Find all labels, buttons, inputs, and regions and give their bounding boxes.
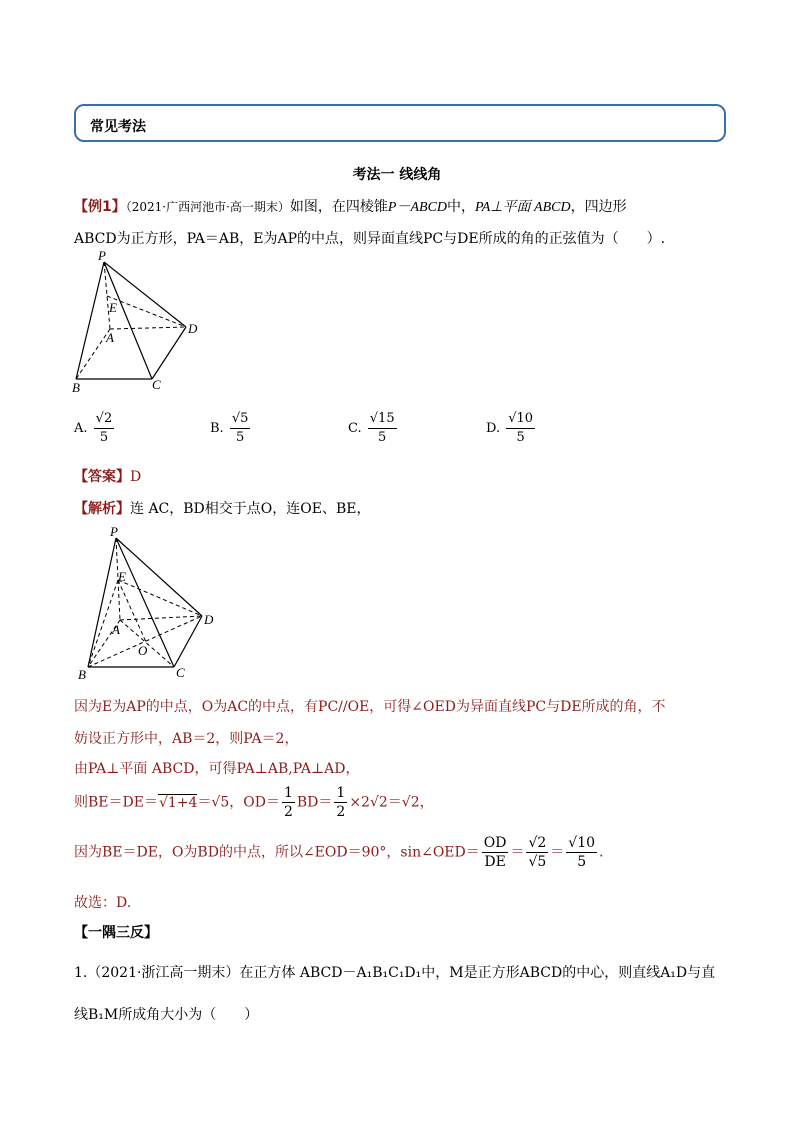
solution-line-2: 妨设正方形中，AB＝2，则PA＝2， xyxy=(74,731,299,747)
label-P: P xyxy=(110,524,118,539)
label-B: B xyxy=(78,667,86,682)
option-b: B. $\frac{√5}{5}$ xyxy=(210,411,249,445)
option-a: A. $\frac{√2}{5}$ xyxy=(74,411,113,445)
label-D: D xyxy=(204,612,214,627)
example-tag: 【例1】 xyxy=(74,199,126,215)
example-text-b: 中， xyxy=(447,199,476,215)
option-c: C. $\frac{√15}{5}$ xyxy=(348,411,395,445)
edge-PD xyxy=(116,538,202,616)
solution-line-5: 因为BE＝DE，O为BD的中点，所以∠EOD＝90°，sin∠OED＝ $\frac{OD}{DE}$ ＝ $\frac{√2}{√5}$ ＝ $\frac{√10}{5}$ . xyxy=(74,835,604,870)
edge-AD xyxy=(110,327,186,329)
edge-PC xyxy=(104,262,152,379)
edge-PA xyxy=(104,262,110,329)
section-title: 考法一 线线角 xyxy=(352,167,442,183)
option-d: D. $\frac{√10}{5}$ xyxy=(486,411,534,445)
question-1-line-1: 1.（2021·浙江高一期末）在正方体 ABCD－A₁B₁C₁D₁中，M是正方形ABCD的中心，则直线A₁D与直 xyxy=(74,965,716,981)
solution-choose: 故选：D. xyxy=(74,895,132,911)
example-text-c: ，四边形 xyxy=(570,199,627,215)
solution-line-4: 则BE＝DE＝√1+4＝√5，OD＝ $\frac{1}{2}$ BD＝ $\frac{1}{2}$ ×2√2＝√2， xyxy=(74,785,434,820)
edge-AD xyxy=(120,616,202,620)
edge-EO xyxy=(118,580,146,642)
label-B: B xyxy=(72,380,80,395)
analysis-text: 连 AC，BD相交于点O，连OE、BE， xyxy=(130,501,371,517)
question-1-line-2: 线B₁M所成角大小为（ ） xyxy=(74,1007,259,1023)
solution-line-3: 由PA⊥平面 ABCD，可得PA⊥AB,PA⊥AD， xyxy=(74,761,360,777)
edge-CD xyxy=(174,616,202,667)
example-line-2: ABCD为正方形，PA＝AB，E为AP的中点，则异面直线PC与DE所成的角的正弦值为（ ）. xyxy=(74,231,666,247)
label-E: E xyxy=(118,569,126,584)
section-box xyxy=(74,104,726,142)
label-E: E xyxy=(109,300,117,315)
edge-PD xyxy=(104,262,186,327)
example-text-a: 如图，在四棱锥 xyxy=(289,199,388,215)
edge-PB xyxy=(76,262,104,379)
edge-CD xyxy=(152,327,186,379)
edge-ED xyxy=(118,580,202,616)
edge-PB xyxy=(88,538,116,667)
label-C: C xyxy=(176,665,185,680)
edge-BD xyxy=(88,616,202,667)
pyramid-figure-1 xyxy=(68,248,208,396)
label-C: C xyxy=(152,377,161,392)
analysis-line xyxy=(74,498,370,518)
pyramid-figure-2 xyxy=(74,524,224,684)
label-D: D xyxy=(188,321,198,336)
example-source: （2021·广西河池市·高一期末） xyxy=(125,200,290,214)
analysis-tag: 【解析】 xyxy=(74,501,130,517)
example-pyramid: P－ABCD xyxy=(387,200,448,215)
answer-line xyxy=(74,466,141,486)
section-box-title: 常见考法 xyxy=(90,119,146,135)
example-cond1: PA⊥平面 ABCD xyxy=(475,200,571,215)
label-A: A xyxy=(106,330,114,345)
extension-tag: 【一隅三反】 xyxy=(74,925,158,941)
answer-tag: 【答案】 xyxy=(74,469,130,485)
edge-AB xyxy=(76,329,110,379)
answer-value: D xyxy=(130,469,142,485)
solution-line-1: 因为E为AP的中点，O为AC的中点，有PC//OE，可得∠OED为异面直线PC与DE所成的角，不 xyxy=(74,699,666,715)
label-O: O xyxy=(138,643,148,658)
label-P: P xyxy=(98,248,106,263)
edge-ED xyxy=(107,296,186,327)
example-line-1 xyxy=(74,196,627,216)
label-A: A xyxy=(112,622,120,637)
